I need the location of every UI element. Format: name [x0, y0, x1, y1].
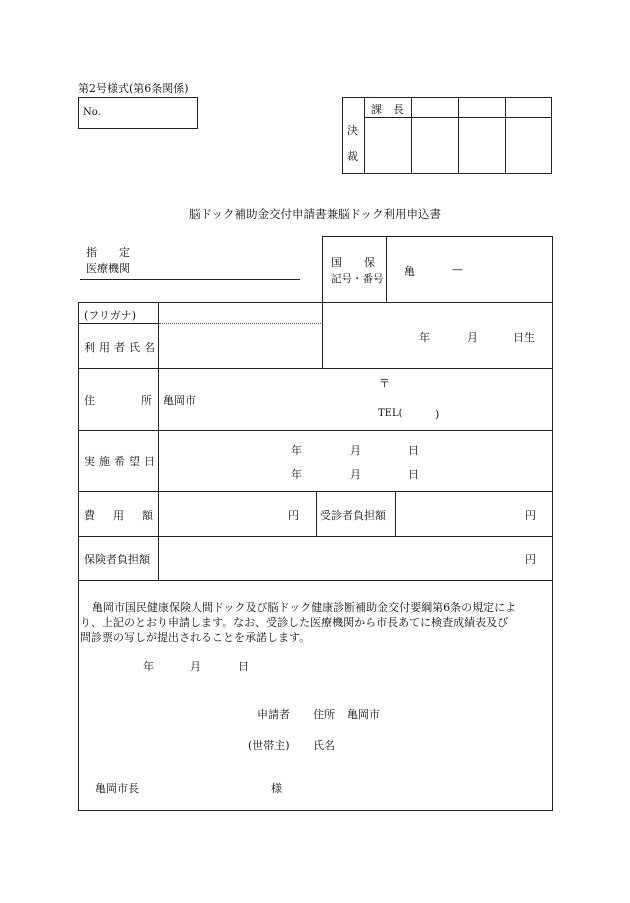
application-year[interactable]: 年 [143, 660, 154, 673]
household-head-label: (世帯主) [248, 739, 290, 752]
insurance-dash[interactable]: — [452, 263, 463, 276]
section-chief-label: 課 長 [371, 103, 404, 116]
address-label: 住 所 [84, 394, 152, 407]
form-number: 第2号様式(第6条関係) [78, 82, 189, 95]
date2-day[interactable]: 日 [408, 468, 419, 481]
insurer-share-yen[interactable]: 円 [525, 553, 536, 566]
facility-label-1: 指 定 [86, 246, 130, 259]
application-month[interactable]: 月 [190, 660, 201, 673]
applicant-address-value[interactable]: 亀岡市 [347, 708, 380, 721]
facility-label-2: 医療機関 [86, 262, 130, 275]
date2-month[interactable]: 月 [350, 468, 361, 481]
date1-month[interactable]: 月 [350, 444, 361, 457]
insurer-share-label: 保険者負担額 [84, 553, 150, 566]
insurance-label-2: 記号・番号 [331, 273, 384, 285]
insurance-label-1: 国 保 [331, 256, 375, 269]
cost-yen[interactable]: 円 [288, 509, 299, 522]
mayor-honorific: 様 [271, 782, 282, 795]
date1-day[interactable]: 日 [408, 444, 419, 457]
address-city: 亀岡市 [163, 394, 196, 407]
birth-month: 月 [467, 331, 478, 344]
birth-day: 日生 [513, 331, 535, 344]
furigana-label: (フリガナ) [84, 309, 137, 322]
statement-line-2: り、上記のとおり申請します。なお、受診した医療機関から市長あてに検査成績表及び [80, 616, 509, 629]
date1-year[interactable]: 年 [291, 444, 302, 457]
birth-year: 年 [419, 331, 430, 344]
applicant-name-label: 氏名 [313, 739, 335, 752]
postal-mark: 〒 [379, 377, 390, 390]
statement-line-1: 亀岡市国民健康保険人間ドック及び脳ドック健康診断補助金交付要綱第6条の規定によ [92, 601, 517, 614]
date2-year[interactable]: 年 [291, 468, 302, 481]
applicant-label: 申請者 [257, 708, 290, 721]
insurance-prefix: 亀 [404, 265, 415, 278]
desired-date-label: 実施希望日 [84, 455, 159, 468]
applicant-address-label: 住所 [313, 708, 335, 721]
application-day[interactable]: 日 [238, 660, 249, 673]
patient-share-yen[interactable]: 円 [525, 509, 536, 522]
decision-label: 決裁 [347, 124, 358, 163]
tel-close: ) [435, 408, 440, 421]
user-name-label: 利用者氏名 [84, 341, 159, 354]
patient-share-label: 受診者負担額 [320, 509, 386, 522]
furigana-input[interactable] [160, 306, 320, 320]
no-label: No. [83, 107, 101, 118]
statement-line-3: 問診票の写しが提出されることを承諾します。 [80, 631, 311, 644]
page-title: 脳ドック補助金交付申請書兼脳ドック利用申込書 [188, 207, 442, 221]
number-box[interactable] [78, 97, 198, 129]
user-name-input[interactable] [160, 328, 320, 364]
tel-label: TEL( [378, 408, 403, 419]
mayor-label: 亀岡市長 [95, 782, 139, 795]
applicant-name-input[interactable] [345, 735, 525, 751]
cost-label: 費 用 額 [84, 509, 153, 522]
